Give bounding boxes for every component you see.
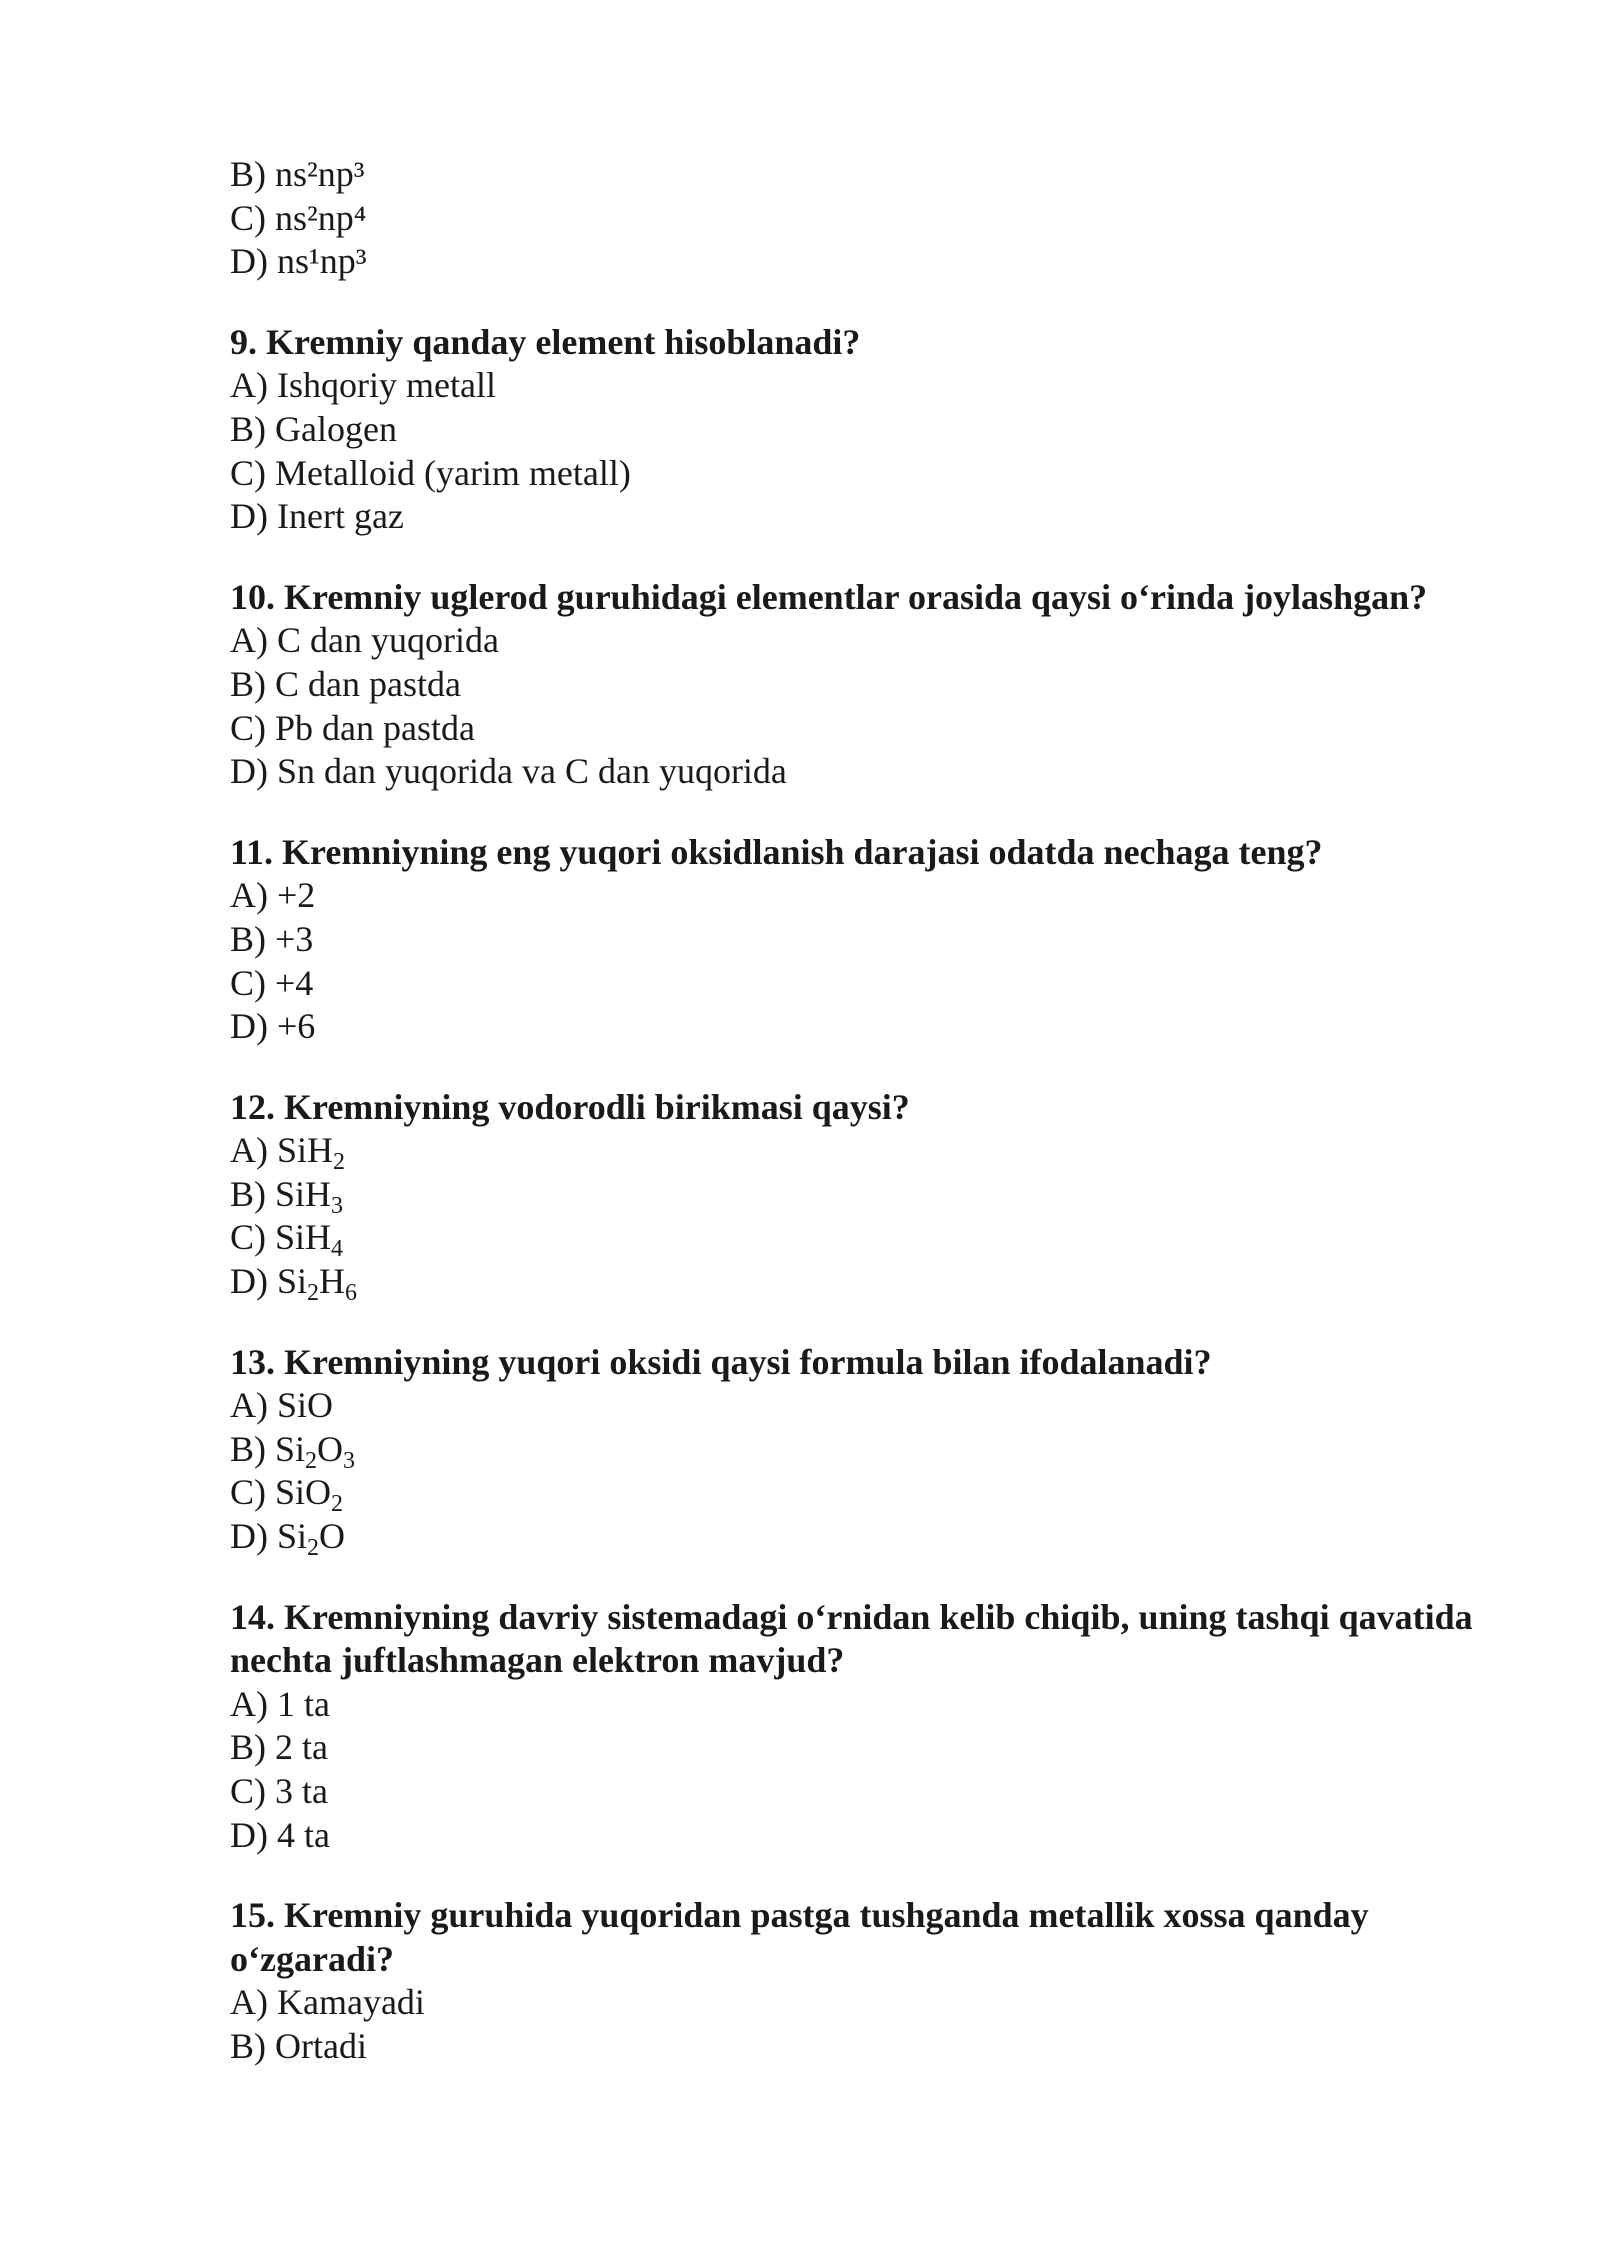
question-block <box>230 321 1520 539</box>
option-text: 2 ta <box>275 1727 328 1768</box>
subscript: 4 <box>331 1236 344 1263</box>
subscript: 2 <box>307 1535 320 1562</box>
option-text: ns²np³ <box>275 154 365 194</box>
answer-option <box>230 1129 1520 1176</box>
option-text: Ortadi <box>275 2025 367 2066</box>
answer-option <box>230 1515 1520 1562</box>
question-text: 11. Kremniyning eng yuqori oksidlanish darajasi odatda nechaga teng? <box>230 831 1323 872</box>
option-letter: C) <box>230 1771 266 1811</box>
answer-option <box>230 1173 1520 1217</box>
answer-option <box>230 619 1520 663</box>
option-letter: C) <box>230 707 266 748</box>
option-letter: D) <box>230 1814 268 1855</box>
answer-option <box>230 918 1520 962</box>
subscript: 2 <box>307 1280 320 1307</box>
question-block <box>230 576 1520 794</box>
option-letter: A) <box>230 1385 268 1426</box>
option-letter: B) <box>230 1173 266 1214</box>
answer-option <box>230 874 1520 918</box>
option-text: SiH <box>277 1130 334 1171</box>
option-letter: B) <box>230 2025 266 2066</box>
option-text: Si <box>275 1428 306 1469</box>
option-letter: B) <box>230 154 266 194</box>
answer-option <box>230 1726 1520 1770</box>
option-text: ns¹np³ <box>277 241 367 282</box>
answer-option <box>230 1770 1520 1814</box>
answer-option <box>230 364 1520 408</box>
question-block <box>230 1086 1520 1307</box>
answer-option <box>230 1216 1520 1263</box>
answer-option <box>230 707 1520 751</box>
option-text: SiH <box>275 1217 332 1258</box>
option-letter: B) <box>230 408 266 449</box>
option-text: Ishqoriy metall <box>277 365 496 406</box>
option-text: SiH <box>275 1173 332 1214</box>
option-letter: B) <box>230 1428 266 1469</box>
option-letter: A) <box>230 875 268 916</box>
answer-option <box>230 1384 1520 1428</box>
question-text: 10. Kremniy uglerod guruhidagi elementlar orasida qaysi o‘rinda joylashgan? <box>230 576 1428 617</box>
option-text: Pb dan pastda <box>275 707 475 748</box>
answer-option <box>230 1260 1520 1307</box>
option-text: Galogen <box>275 408 397 449</box>
option-text: H <box>319 1261 346 1302</box>
question-block <box>230 1341 1520 1562</box>
option-letter: B) <box>230 1727 266 1768</box>
question-text: 12. Kremniyning vodorodli birikmasi qaysi? <box>230 1086 910 1127</box>
answer-option <box>230 408 1520 452</box>
subscript: 3 <box>331 1192 344 1219</box>
answer-option <box>230 1428 1520 1472</box>
subscript: 2 <box>333 1149 346 1176</box>
option-letter: A) <box>230 365 268 406</box>
option-text: 4 ta <box>277 1814 330 1855</box>
answer-option <box>230 1814 1520 1858</box>
option-text: Kamayadi <box>277 1982 425 2023</box>
option-text: O <box>317 1428 344 1469</box>
option-text: C dan yuqorida <box>277 620 499 661</box>
question-block <box>230 1894 1520 2068</box>
option-letter: D) <box>230 496 268 537</box>
question-block <box>230 1596 1520 1858</box>
answer-option <box>230 1981 1520 2025</box>
option-letter: C) <box>230 197 266 238</box>
question-text: 15. Kremniy guruhida yuqoridan pastga tushganda metallik xossa qanday o‘zgaradi? <box>230 1895 1369 1979</box>
option-letter: A) <box>230 1982 268 2023</box>
option-text: SiO <box>277 1385 334 1426</box>
answer-option <box>230 962 1520 1006</box>
option-text: +3 <box>275 918 314 959</box>
question-text: 13. Kremniyning yuqori oksidi qaysi formula bilan ifodalanadi? <box>230 1341 1212 1382</box>
question-text: 9. Kremniy qanday element hisoblanadi? <box>230 321 861 362</box>
answer-option <box>230 2025 1520 2069</box>
option-letter: D) <box>230 241 268 282</box>
answer-option <box>230 1005 1520 1049</box>
option-letter: C) <box>230 452 266 493</box>
answer-option <box>230 750 1520 794</box>
option-text: C dan pastda <box>275 663 461 704</box>
answer-option <box>230 1683 1520 1727</box>
option-text: +4 <box>275 962 314 1003</box>
option-letter: D) <box>230 1261 268 1302</box>
question-text: 14. Kremniyning davriy sistemadagi o‘rnidan kelib chiqib, uning tashqi qavatida nechta juftlashmagan elektron mavjud? <box>230 1596 1473 1681</box>
option-text: 3 ta <box>275 1771 328 1811</box>
answer-option <box>230 495 1520 539</box>
option-text: Metalloid (yarim metall) <box>275 452 631 493</box>
option-letter: D) <box>230 751 268 792</box>
option-letter: D) <box>230 1516 268 1557</box>
option-letter: A) <box>230 1130 268 1171</box>
option-letter: C) <box>230 1472 266 1513</box>
option-text: ns²np⁴ <box>275 197 367 238</box>
answer-option <box>230 452 1520 496</box>
option-letter: B) <box>230 663 266 704</box>
subscript: 2 <box>305 1447 318 1474</box>
option-letter: A) <box>230 620 268 661</box>
question-block <box>230 831 1520 1049</box>
option-letter: D) <box>230 1006 268 1047</box>
subscript: 2 <box>331 1491 344 1518</box>
option-text: SiO <box>275 1472 332 1513</box>
answer-option <box>230 197 1520 241</box>
option-text: +2 <box>277 875 316 916</box>
answer-option <box>230 153 1520 197</box>
option-text: +6 <box>277 1006 316 1047</box>
subscript: 6 <box>345 1280 358 1307</box>
subscript: 3 <box>343 1447 356 1474</box>
option-text: Inert gaz <box>277 496 404 537</box>
option-letter: A) <box>230 1683 268 1724</box>
option-text: O <box>319 1516 346 1557</box>
option-letter: B) <box>230 918 266 959</box>
question-block <box>230 153 1520 284</box>
answer-option <box>230 663 1520 707</box>
option-letter: C) <box>230 962 266 1003</box>
question-list <box>230 153 1520 2106</box>
answer-option <box>230 240 1520 284</box>
option-text: Sn dan yuqorida va C dan yuqorida <box>277 751 787 792</box>
option-letter: C) <box>230 1217 266 1258</box>
option-text: Si <box>277 1516 308 1557</box>
option-text: Si <box>277 1261 308 1302</box>
option-text: 1 ta <box>277 1683 330 1724</box>
answer-option <box>230 1471 1520 1518</box>
